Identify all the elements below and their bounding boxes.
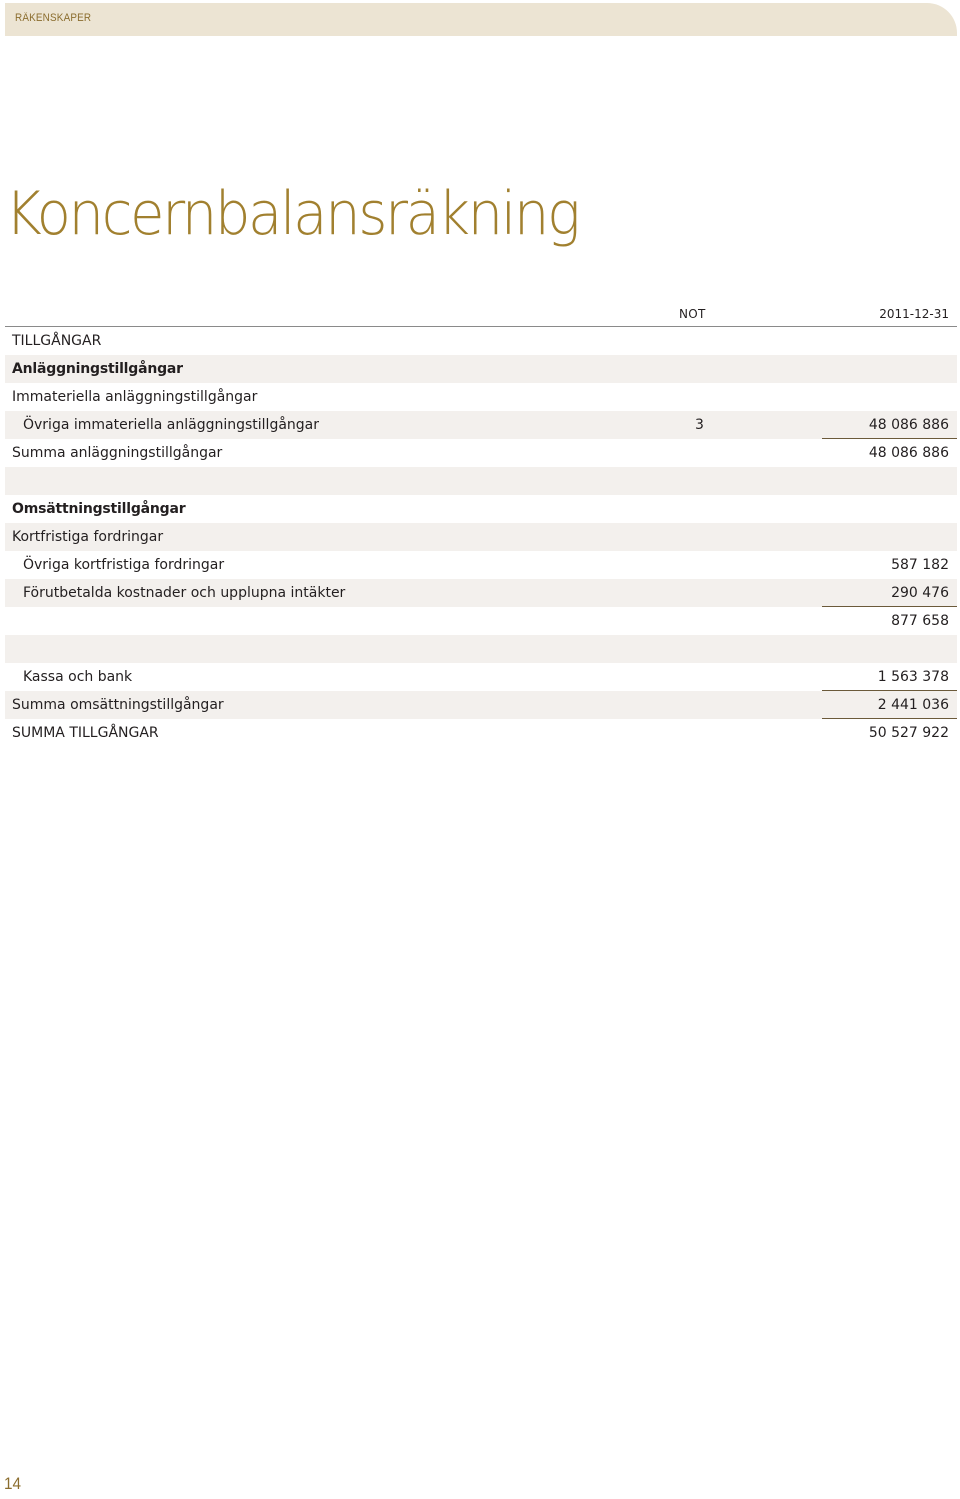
row-value: 587 182 — [891, 557, 949, 573]
row-value: 48 086 886 — [868, 445, 949, 461]
row-value: 48 086 886 — [868, 417, 949, 433]
table-row-spacer — [5, 635, 957, 663]
header-band — [5, 3, 957, 36]
row-label: Summa omsättningstillgångar — [12, 697, 224, 713]
table-row — [5, 663, 957, 691]
row-label: Övriga immateriella anläggningstillgångar — [23, 417, 320, 433]
table-row — [5, 551, 957, 579]
page-title: Koncernbalansräkning — [5, 179, 579, 249]
table-row — [5, 411, 957, 439]
row-label: Kassa och bank — [23, 669, 133, 685]
table-row-spacer — [5, 467, 957, 495]
row-label: Övriga kortfristiga fordringar — [23, 557, 225, 573]
row-value: 50 527 922 — [868, 725, 949, 741]
section-label: RÄKENSKAPER — [15, 12, 92, 24]
table-row — [5, 523, 957, 551]
row-label: TILLGÅNGAR — [12, 333, 102, 349]
table-row — [5, 607, 957, 635]
row-label: Anläggningstillgångar — [12, 361, 183, 377]
row-note: 3 — [695, 417, 704, 433]
table-row — [5, 691, 957, 719]
table-row — [5, 495, 957, 523]
row-value: 290 476 — [891, 585, 949, 601]
table-header — [5, 302, 957, 327]
table-row — [5, 383, 957, 411]
balance-sheet-table — [5, 302, 957, 747]
row-value: 1 563 378 — [877, 669, 949, 685]
row-label: Immateriella anläggningstillgångar — [12, 389, 258, 405]
row-value: 877 658 — [891, 613, 949, 629]
row-label: Summa anläggningstillgångar — [12, 445, 223, 461]
date-column-header: 2011-12-31 — [879, 307, 949, 321]
page-number: 14 — [4, 1474, 22, 1493]
table-row — [5, 355, 957, 383]
table-row-total — [5, 719, 957, 747]
row-label: SUMMA TILLGÅNGAR — [12, 725, 159, 741]
table-row — [5, 327, 957, 355]
row-label: Kortfristiga fordringar — [12, 529, 164, 545]
table-row — [5, 579, 957, 607]
row-value: 2 441 036 — [877, 697, 949, 713]
table-row — [5, 439, 957, 467]
row-label: Förutbetalda kostnader och upplupna intäkter — [23, 585, 346, 601]
row-label: Omsättningstillgångar — [12, 501, 186, 517]
note-column-header: NOT — [679, 307, 706, 321]
